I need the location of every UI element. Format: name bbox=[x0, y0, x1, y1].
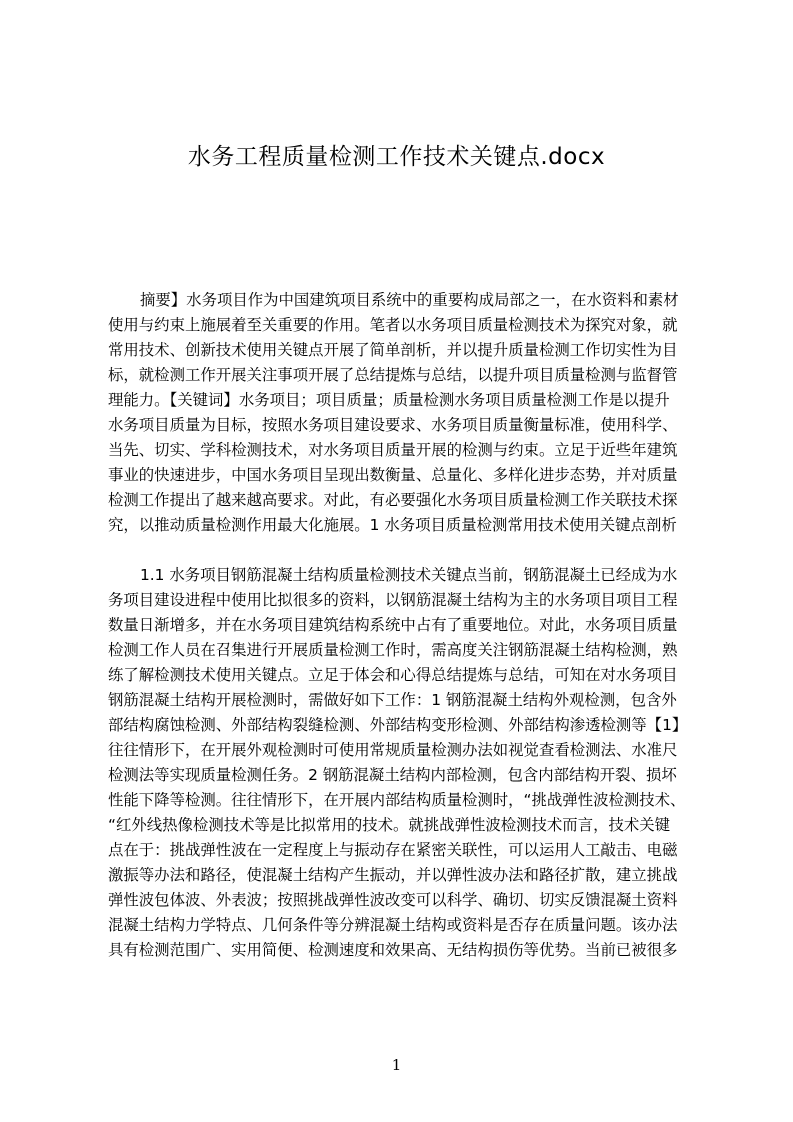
text-line: 钢筋混凝土结构开展检测时，需做好如下工作：1 钢筋混凝土结构外观检测，包含外 bbox=[108, 691, 677, 709]
text-line: 使用与约束上施展着至关重要的作用。笔者以水务项目质量检测技术为探究对象，就 bbox=[108, 316, 678, 334]
text-line: 检测工作提出了越来越高要求。对此，有必要强化水务项目质量检测工作关联技术探 bbox=[108, 491, 678, 509]
text-line: 练了解检测技术使用关键点。立足于体会和心得总结提炼与总结，可知在对水务项目 bbox=[108, 666, 678, 684]
text-line: 事业的快速进步，中国水务项目呈现出数衡量、总量化、多样化进步态势，并对质量 bbox=[108, 466, 678, 484]
text-line: 1.1 水务项目钢筋混凝土结构质量检测技术关键点当前，钢筋混凝土已经成为水 bbox=[140, 566, 678, 584]
text-line: 性能下降等检测。往往情形下，在开展内部结构质量检测时，“挑战弹性波检测技术、 bbox=[108, 791, 686, 809]
text-line: 摘要】水务项目作为中国建筑项目系统中的重要构成局部之一，在水资料和素材 bbox=[140, 291, 679, 309]
text-line: 具有检测范围广、实用简便、检测速度和效果高、无结构损伤等优势。当前已被很多 bbox=[108, 941, 678, 959]
text-line: 激振等办法和路径，使混凝土结构产生振动，并以弹性波办法和路径扩散，建立挑战 bbox=[108, 866, 678, 884]
text-line: “红外线热像检测技术等是比拟常用的技术。就挑战弹性波检测技术而言，技术关键 bbox=[108, 816, 671, 834]
text-line: 检测工作人员在召集进行开展质量检测工作时，需高度关注钢筋混凝土结构检测，熟 bbox=[108, 641, 678, 659]
text-line: 检测法等实现质量检测任务。2 钢筋混凝土结构内部检测，包含内部结构开裂、损坏 bbox=[108, 766, 677, 784]
text-line: 水务项目质量为目标，按照水务项目建设要求、水务项目质量衡量标准，使用科学、 bbox=[108, 416, 678, 434]
text-line: 标，就检测工作开展关注事项开展了总结提炼与总结，以提升项目质量检测与监督管 bbox=[108, 366, 678, 384]
document-title: 水务工程质量检测工作技术关键点.docx bbox=[187, 144, 606, 170]
text-line: 数量日渐增多，并在水务项目建筑结构系统中占有了重要地位。对此，水务项目质量 bbox=[108, 616, 678, 634]
text-line: 弹性波包体波、外表波；按照挑战弹性波改变可以科学、确切、切实反馈混凝土资料 bbox=[108, 891, 678, 909]
text-line: 究，以推动质量检测作用最大化施展。1 水务项目质量检测常用技术使用关键点剖析 bbox=[108, 516, 677, 534]
text-line: 部结构腐蚀检测、外部结构裂缝检测、外部结构变形检测、外部结构渗透检测等【1】 bbox=[108, 716, 688, 734]
text-line: 当先、切实、学科检测技术，对水务项目质量开展的检测与约束。立足于近些年建筑 bbox=[108, 441, 678, 459]
text-line: 理能力。【关键词】水务项目；项目质量；质量检测水务项目质量检测工作是以提升 bbox=[108, 391, 670, 409]
text-line: 常用技术、创新技术使用关键点开展了简单剖析，并以提升质量检测工作切实性为目 bbox=[108, 341, 678, 359]
page-number: 1 bbox=[391, 1056, 402, 1074]
text-line: 混凝土结构力学特点、几何条件等分辨混凝土结构或资料是否存在质量问题。该办法 bbox=[108, 916, 678, 934]
text-line: 往往情形下，在开展外观检测时可使用常规质量检测办法如视觉查看检测法、水准尺 bbox=[108, 741, 678, 759]
text-line: 点在于：挑战弹性波在一定程度上与振动存在紧密关联性，可以运用人工敲击、电磁 bbox=[108, 841, 678, 859]
text-line: 务项目建设进程中使用比拟很多的资料，以钢筋混凝土结构为主的水务项目项目工程 bbox=[108, 591, 678, 609]
